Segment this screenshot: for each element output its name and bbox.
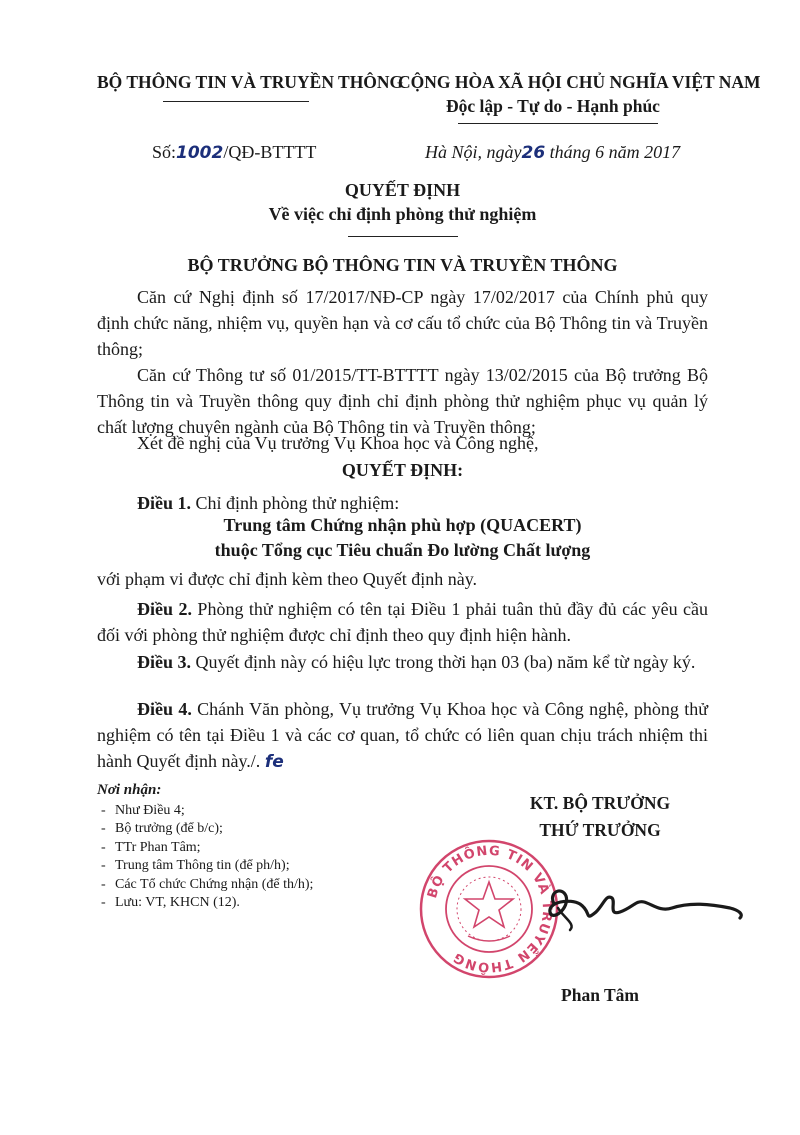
- recipient-item: - Bộ trưởng (để b/c);: [115, 820, 313, 839]
- decision-number: [152, 142, 316, 163]
- republic-name: CỘNG HÒA XÃ HỘI CHỦ NGHĨA VIỆT NAM: [398, 72, 761, 92]
- preamble-1: Căn cứ Nghị định số 17/2017/NĐ-CP ngày 17/02/2017 của Chính phủ quy định chức năng, nhiệm vụ, quyền hạn và cơ cấu tổ chức của Bộ Thông tin và Truyền thông;: [97, 287, 708, 359]
- place-date: [425, 142, 680, 163]
- article-3: Điều 3. Quyết định này có hiệu lực trong thời hạn 03 (ba) năm kể từ ngày ký.: [137, 652, 696, 672]
- number-suffix: /QĐ-BTTTT: [223, 142, 317, 162]
- article-2: Điều 2. Phòng thử nghiệm có tên tại Điều 1 phải tuân thủ đầy đủ các yêu cầu đối với phòng thử nghiệm được chỉ định theo quy định hiện hành.: [97, 599, 709, 645]
- signer-name: Phan Tâm: [561, 985, 639, 1005]
- signature-title: [500, 790, 700, 844]
- issuer-title: BỘ TRƯỞNG BỘ THÔNG TIN VÀ TRUYỀN THÔNG: [187, 255, 618, 275]
- article-4-label: Điều 4.: [137, 699, 192, 719]
- article-4: Điều 4. Chánh Văn phòng, Vụ trưởng Vụ Khoa học và Công nghệ, phòng thử nghiệm có tên tại Điều 1 và các cơ quan, tổ chức có liên quan chịu trách nhiệm thi hành Quyết định này./. fe: [97, 699, 709, 772]
- document-subject: Về việc chỉ định phòng thử nghiệm: [268, 204, 537, 224]
- title-underline: [348, 236, 458, 237]
- recipient-item: - TTr Phan Tâm;: [115, 839, 313, 858]
- recipient-item: - Các Tổ chức Chứng nhận (để th/h);: [115, 876, 313, 895]
- handwritten-number: 1002: [176, 143, 224, 163]
- recipients-block: [97, 781, 313, 913]
- signature-line-2: THỨ TRƯỞNG: [539, 820, 661, 840]
- handwritten-signature: [540, 878, 755, 938]
- recipient-item: - Lưu: VT, KHCN (12).: [115, 894, 313, 913]
- decision-heading: QUYẾT ĐỊNH:: [341, 460, 464, 480]
- ministry-name: BỘ THÔNG TIN VÀ TRUYỀN THÔNG: [97, 72, 404, 92]
- recipient-item: - Như Điều 4;: [115, 802, 313, 821]
- official-seal-stamp: [418, 838, 560, 980]
- national-motto: Độc lập - Tự do - Hạnh phúc: [446, 96, 660, 116]
- article-1: Điều 1. Chỉ định phòng thử nghiệm:: [137, 493, 400, 513]
- ministry-underline: [163, 101, 309, 102]
- number-prefix: Số:: [152, 142, 177, 162]
- article-1-label: Điều 1.: [137, 493, 191, 513]
- recipient-item: - Trung tâm Thông tin (để ph/h);: [115, 857, 313, 876]
- handwritten-day: 26: [521, 143, 546, 163]
- preamble-3: Xét đề nghị của Vụ trưởng Vụ Khoa học và Công nghệ,: [137, 433, 539, 453]
- article-3-label: Điều 3.: [137, 652, 191, 672]
- handwritten-initials: fe: [264, 752, 284, 772]
- document-title: QUYẾT ĐỊNH: [344, 180, 461, 200]
- date-suffix: tháng 6 năm 2017: [545, 142, 681, 162]
- place-prefix: Hà Nội, ngày: [425, 142, 522, 162]
- signature-line-1: KT. BỘ TRƯỞNG: [529, 793, 671, 813]
- recipients-title: Nơi nhận:: [97, 782, 162, 798]
- preamble-2: Căn cứ Thông tư số 01/2015/TT-BTTTT ngày 13/02/2015 của Bộ trưởng Bộ Thông tin và Truyền thông quy định chỉ định phòng thử nghiệm phục vụ quản lý chất lượng chuyên ngành của Bộ Thông tin và Truyền thông;: [97, 365, 708, 437]
- recipients-list: [97, 802, 313, 913]
- article-1-scope: với phạm vi được chỉ định kèm theo Quyết định này.: [97, 569, 478, 589]
- motto-underline: [458, 123, 658, 124]
- article-2-label: Điều 2.: [137, 599, 192, 619]
- lab-name-line2: thuộc Tổng cục Tiêu chuẩn Đo lường Chất lượng: [214, 540, 591, 560]
- seal-emblem-star: [465, 882, 513, 927]
- svg-text:BỘ THÔNG TIN VÀ TRUYỀN THÔNG: [425, 844, 554, 976]
- lab-name-line1: Trung tâm Chứng nhận phù hợp (QUACERT): [223, 515, 582, 535]
- seal-text: BỘ THÔNG TIN VÀ TRUYỀN THÔNG: [425, 843, 555, 975]
